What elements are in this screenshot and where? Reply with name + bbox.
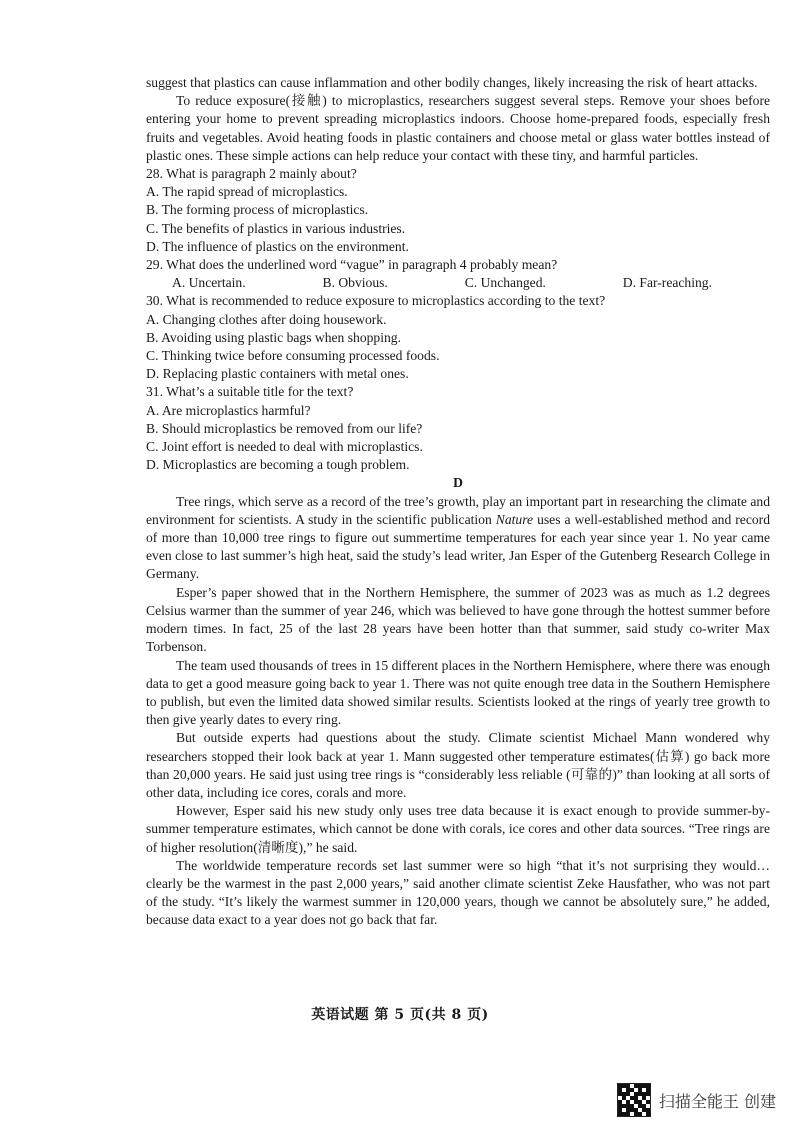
passage-d-paragraph-5: However, Esper said his new study only uses tree data because it is exact enough to provide summer-by-summer temperature estimates, which cannot be done with corals, ice cores and other data sources. “Tree rings are of higher resolution(清晰度),” he said. — [146, 803, 770, 855]
question-30-option-b: B. Avoiding using plastic bags when shopping. — [146, 329, 402, 345]
scanner-watermark — [617, 1083, 776, 1117]
question-31-option-a: A. Are microplastics harmful? — [146, 402, 311, 418]
watermark-text: 扫描全能王 创建 — [658, 1091, 776, 1111]
reduce-exposure-paragraph: To reduce exposure(接触) to microplastics, researchers suggest several steps. Remove your shoes before entering your home to prevent spreading microplastics indoors. Choose home-prepared foods, especially fresh fruits and vegetables. Avoid heating foods in plastic containers and choose metal or glass water bottles instead of plastic ones. These simple actions can help reduce your contact with these tiny, and harmful particles. — [146, 93, 770, 163]
question-29-option-d: D. Far-reaching. — [622, 275, 712, 291]
passage-d-paragraph-6: The worldwide temperature records set last summer were so high “that it’s not surprising they would…clearly be the warmest in the past 2,000 years,” said another climate scientist Zeke Hausfather, who was not part of the study. “It’s likely the warmest summer in 120,000 years, though we cannot be absolutely sure,” he added, because data exact to a year does not go back that far. — [146, 857, 770, 928]
question-31-option-d: D. Microplastics are becoming a tough problem. — [146, 457, 410, 473]
question-29-option-c: C. Unchanged. — [464, 275, 546, 291]
passage-d-p1-part-b: uses a well-established method and record of more than 10,000 tree rings to figure out summertime temperatures for each year since year 1. No year came even close to last summer’s high heat, said the study’s lead writer, Jan Esper of the Gutenberg Research College in Germany. — [146, 511, 770, 582]
question-29-stem: 29. What does the underlined word “vague” in paragraph 4 probably mean? — [146, 257, 558, 273]
question-28-option-a: A. The rapid spread of microplastics. — [146, 184, 348, 200]
question-30-option-c: C. Thinking twice before consuming processed foods. — [146, 348, 440, 364]
question-31-option-c: C. Joint effort is needed to deal with microplastics. — [146, 439, 423, 455]
journal-title: Nature — [495, 511, 534, 527]
question-30-stem: 30. What is recommended to reduce exposure to microplastics according to the text? — [146, 293, 606, 309]
passage-d-paragraph-1 — [146, 493, 770, 584]
question-29-option-b: B. Obvious. — [322, 275, 388, 291]
question-29-options — [172, 274, 712, 292]
question-28-option-c: C. The benefits of plastics in various industries. — [146, 220, 406, 236]
page-body — [146, 74, 770, 930]
question-28-option-b: B. The forming process of microplastics. — [146, 202, 369, 218]
passage-d-paragraph-2: Esper’s paper showed that in the Northern Hemisphere, the summer of 2023 was as much as 1.2 degrees Celsius warmer than the summer of year 246, which was believed to have gone through the hottest summer before modern times. In fact, 25 of the last 28 years have been hotter than that summer, said study co-writer Max Torbenson. — [146, 584, 770, 655]
section-d-heading: D — [453, 475, 463, 491]
question-29-option-a: A. Uncertain. — [172, 275, 246, 291]
qr-code-icon — [617, 1083, 651, 1117]
question-28-option-d: D. The influence of plastics on the environment. — [146, 238, 409, 254]
question-30-option-d: D. Replacing plastic containers with metal ones. — [146, 366, 409, 382]
passage-d-paragraph-3: The team used thousands of trees in 15 different places in the Northern Hemisphere, where there was enough data to get a good measure going back to year 1. There was not quite enough tree data in the Southern Hemisphere to publish, but even the limited data showed similar results. Scientists looked at the rings of yearly tree growth to then give yearly dates to every ring. — [146, 657, 770, 728]
question-28-stem: 28. What is paragraph 2 mainly about? — [146, 166, 357, 182]
question-30-option-a: A. Changing clothes after doing housework. — [146, 311, 387, 327]
passage-c-tail-paragraph: suggest that plastics can cause inflammation and other bodily changes, likely increasing the risk of heart attacks. — [146, 75, 758, 90]
page-footer: 英语试题 第 5 页(共 8 页) — [311, 1007, 489, 1023]
question-31-stem: 31. What’s a suitable title for the text? — [146, 384, 354, 400]
question-31-option-b: B. Should microplastics be removed from our life? — [146, 420, 423, 436]
passage-d-p1-part-a: Tree rings, which serve as a record of the tree’s growth, play an important part in researching the climate and environment for scientists. A study in the scientific publication — [146, 493, 770, 527]
passage-d-paragraph-4: But outside experts had questions about the study. Climate scientist Michael Mann wondered why researchers stopped their look back at year 1. Mann suggested other temperature estimates(估算) go back more than 20,000 years. He said just using tree rings is “considerably less reliable (可靠的)” than looking at all sorts of other data, including ice cores, corals and more. — [146, 730, 770, 800]
